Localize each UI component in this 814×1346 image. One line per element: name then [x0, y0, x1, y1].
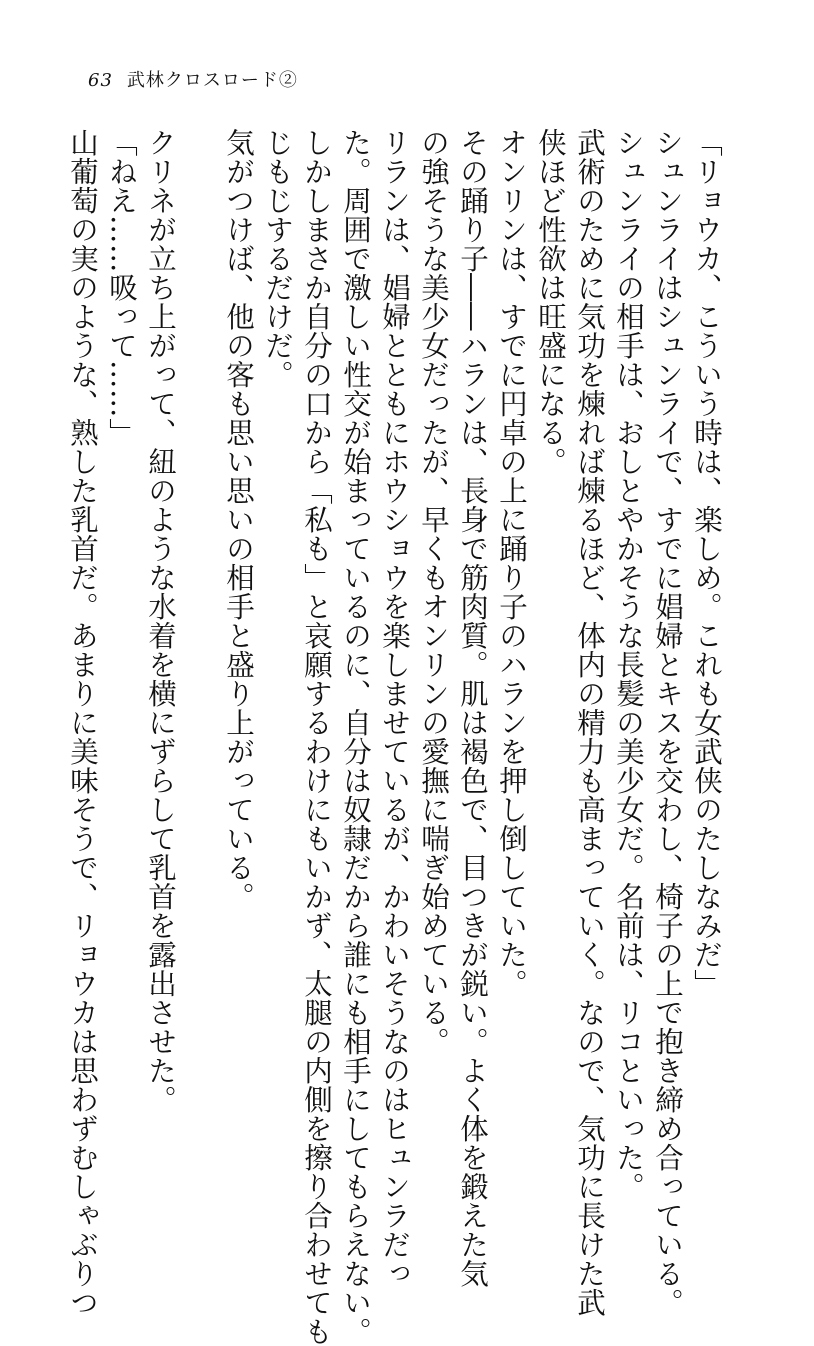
text-line: 武術のために気功を煉れば煉るほど、体内の精力も高まっていく。なので、気功に長けた武: [573, 128, 606, 1317]
running-header: [88, 66, 298, 92]
text-line: リランは、娼婦とともにホウショウを楽しませているが、かわいそうなのはヒュンラだっ: [378, 128, 411, 1288]
text-line: シュンライはシュンライで、すでに娼婦とキスを交わし、椅子の上で抱き締め合っている。: [651, 128, 684, 1317]
text-line: 侠ほど性欲は旺盛になる。: [534, 128, 567, 476]
text-line: しかしまさか自分の口から「私も」と哀願するわけにもいかず、太腿の内側を擦り合わせても: [300, 128, 333, 1346]
text-line: 「ねえ……吸って……」: [105, 128, 138, 447]
text-line: 「リョウカ、こういう時は、楽しめ。これも女武侠のたしなみだ」: [690, 128, 723, 998]
text-line: じもじするだけだ。: [261, 128, 294, 389]
body-text: [63, 128, 726, 1346]
text-line: その踊り子――ハランは、長身で筋肉質。肌は褐色で、目つきが鋭い。よく体を鍛えた気: [456, 128, 489, 1288]
book-title: 武林クロスロード②: [126, 70, 298, 91]
text-line: 気がつけば、他の客も思い思いの相手と盛り上がっている。: [222, 128, 255, 911]
text-line: の強そうな美少女だったが、早くもオンリンの愛撫に喘ぎ始めている。: [417, 128, 450, 1056]
page-number: 63: [88, 70, 113, 91]
text-line: た。周囲で激しい性交が始まっているのに、自分は奴隷だから誰にも相手にしてもらえない。: [339, 128, 372, 1346]
text-line: オンリンは、すでに円卓の上に踊り子のハランを押し倒していた。: [495, 128, 528, 998]
text-line: 山葡萄の実のような、熟した乳首だ。あまりに美味そうで、リョウカは思わずむしゃぶりつ: [66, 128, 99, 1317]
blank-line: [180, 128, 219, 1128]
text-line: クリネが立ち上がって、紐のような水着を横にずらして乳首を露出させた。: [144, 128, 177, 1114]
text-line: シュンライの相手は、おしとやかそうな長髪の美少女だ。名前は、リコといった。: [612, 128, 645, 1201]
